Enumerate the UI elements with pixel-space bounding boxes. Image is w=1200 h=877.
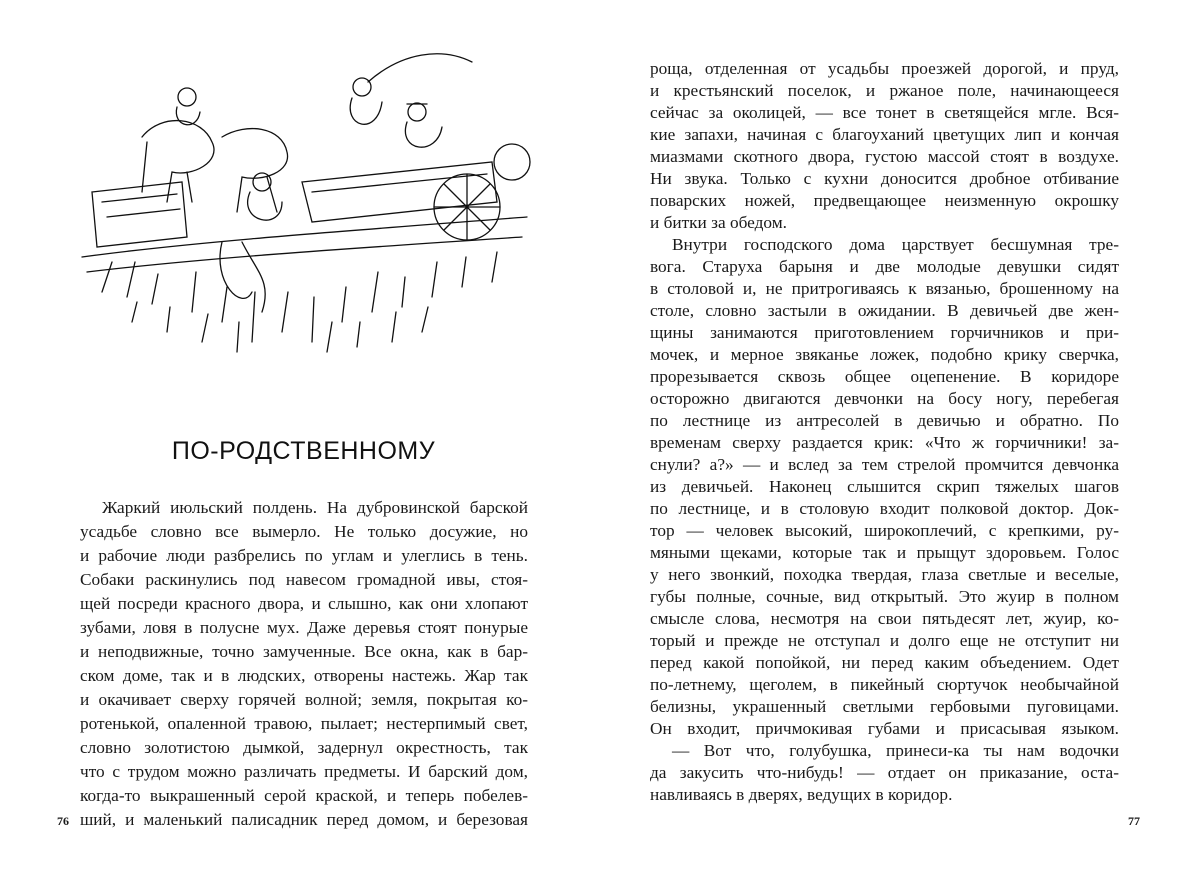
- right-page-text: [650, 58, 1119, 806]
- text-line: прорезывается сквозь общее оцепенение. В коридоре: [650, 367, 1119, 386]
- text-line: поварских ножей, предвещающее неизменную окрошку: [650, 191, 1119, 210]
- page-number: 76: [57, 814, 69, 828]
- text-line: по лестнице, и в столовую входит полковой доктор. Док-: [650, 499, 1119, 518]
- text-line: словно золотистою дымкой, задернул окрестность, так: [80, 738, 528, 757]
- text-line: роща, отделенная от усадьбы проезжей дорогой, и пруд,: [650, 59, 1119, 78]
- text-line: мяными щеками, которые так и прыщут здоровьем. Голос: [650, 543, 1119, 562]
- text-line: у него звонкий, походка твердая, глаза светлые и веселые,: [650, 565, 1119, 584]
- carriage-illustration: [72, 42, 532, 362]
- text-line: Он входит, причмокивая губами и присасывая языком.: [650, 719, 1119, 738]
- text-line: осторожно двигаются девчонки на босу ногу, перебегая: [650, 389, 1119, 408]
- text-line: Ни звука. Только с кухни доносится дробное отбивание: [650, 169, 1119, 188]
- text-line: щей посреди красного двора, и слышно, как они хлопают: [80, 594, 528, 613]
- text-line: ротенькой, опаленной травою, пылает; нестерпимый свет,: [80, 714, 528, 733]
- text-line: мочек, и мерное звяканье ложек, подобно крику сверчка,: [650, 345, 1119, 364]
- text-line: тор — человек высокий, широкоплечий, с крепкими, ру-: [650, 521, 1119, 540]
- text-line: когда-то выкрашенный серой краской, и теперь побелев-: [80, 786, 528, 805]
- page-number: 77: [1128, 814, 1140, 828]
- text-line: губы полные, сочные, вид открытый. Это жуир в полном: [650, 587, 1119, 606]
- text-line: да закусить что-нибудь! — отдает он приказание, оста-: [650, 763, 1119, 782]
- text-line: временам сверху раздается крик: «Что ж горчичники! за-: [650, 433, 1119, 452]
- text-line: и битки за обедом.: [650, 213, 787, 232]
- text-line: из девичьей. Наконец слышится скрип тяжелых шагов: [650, 477, 1119, 496]
- text-line: по лестнице из антресолей в девичью и обратно. По: [650, 411, 1119, 430]
- text-line: вога. Старуха барыня и две молодые девушки сидят: [650, 257, 1119, 276]
- text-line: сейчас за околицей, — все тонет в светящейся мгле. Вся-: [650, 103, 1119, 122]
- text-line: и окачивает сверху горячей волной; земля, покрытая ко-: [80, 690, 528, 709]
- text-line: кие запахи, начиная с благоуханий цветущих лип и кончая: [650, 125, 1119, 144]
- text-line: что с трудом можно различать предметы. И барский дом,: [80, 762, 528, 781]
- text-line: навливаясь в дверях, ведущих в коридор.: [650, 785, 953, 804]
- text-line: — Вот что, голубушка, принеси-ка ты нам водочки: [672, 741, 1119, 760]
- text-line: щины занимаются приготовлением горчичников и при-: [650, 323, 1119, 342]
- text-line: усадьбе словно все вымерло. Не только досужие, но: [80, 522, 528, 541]
- text-line: и рабочие люди разбрелись по углам и улеглись в тень.: [80, 546, 528, 565]
- left-page-text: [80, 496, 528, 832]
- text-line: торый и прежде не отступал и долго еще не отступит ни: [650, 631, 1119, 650]
- text-line: и крестьянский поселок, и ржаное поле, начинающееся: [650, 81, 1119, 100]
- text-line: перед какой попойкой, ни перед каким объедением. Одет: [650, 653, 1119, 672]
- text-line: Собаки раскинулись под навесом громадной ивы, стоя-: [80, 570, 528, 589]
- text-line: ший, и маленький палисадник перед домом, и березовая: [80, 810, 528, 829]
- text-line: столе, словно застыли в ожидании. В девичьей две жен-: [650, 301, 1119, 320]
- text-line: в столовой и, не притрогиваясь к вязанью, брошенному на: [650, 279, 1119, 298]
- text-line: миазмами скотного двора, густою массой стоят в воздухе.: [650, 147, 1119, 166]
- right-page: [600, 0, 1200, 877]
- text-line: белизны, украшенный светлыми гербовыми пуговицами.: [650, 697, 1119, 716]
- text-line: снули? а?» — и вслед за тем стрелой промчится девчонка: [650, 455, 1119, 474]
- text-line: ском доме, так и в людских, отворены настежь. Жар так: [80, 666, 528, 685]
- text-line: и неподвижные, точно замученные. Все окна, как в бар-: [80, 642, 528, 661]
- chapter-title: ПО-РОДСТВЕННОМУ: [171, 437, 436, 465]
- text-line: Жаркий июльский полдень. На дубровинской барской: [102, 498, 528, 517]
- text-line: Внутри господского дома царствует бесшумная тре-: [672, 235, 1119, 254]
- text-line: по-летнему, щеголем, в пикейный сюртучок необычайной: [650, 675, 1119, 694]
- text-line: зубами, ловя в полусне мух. Даже деревья стоят понурые: [80, 618, 528, 637]
- text-line: смысле слова, несмотря на свои пятьдесят лет, жуир, ко-: [650, 609, 1119, 628]
